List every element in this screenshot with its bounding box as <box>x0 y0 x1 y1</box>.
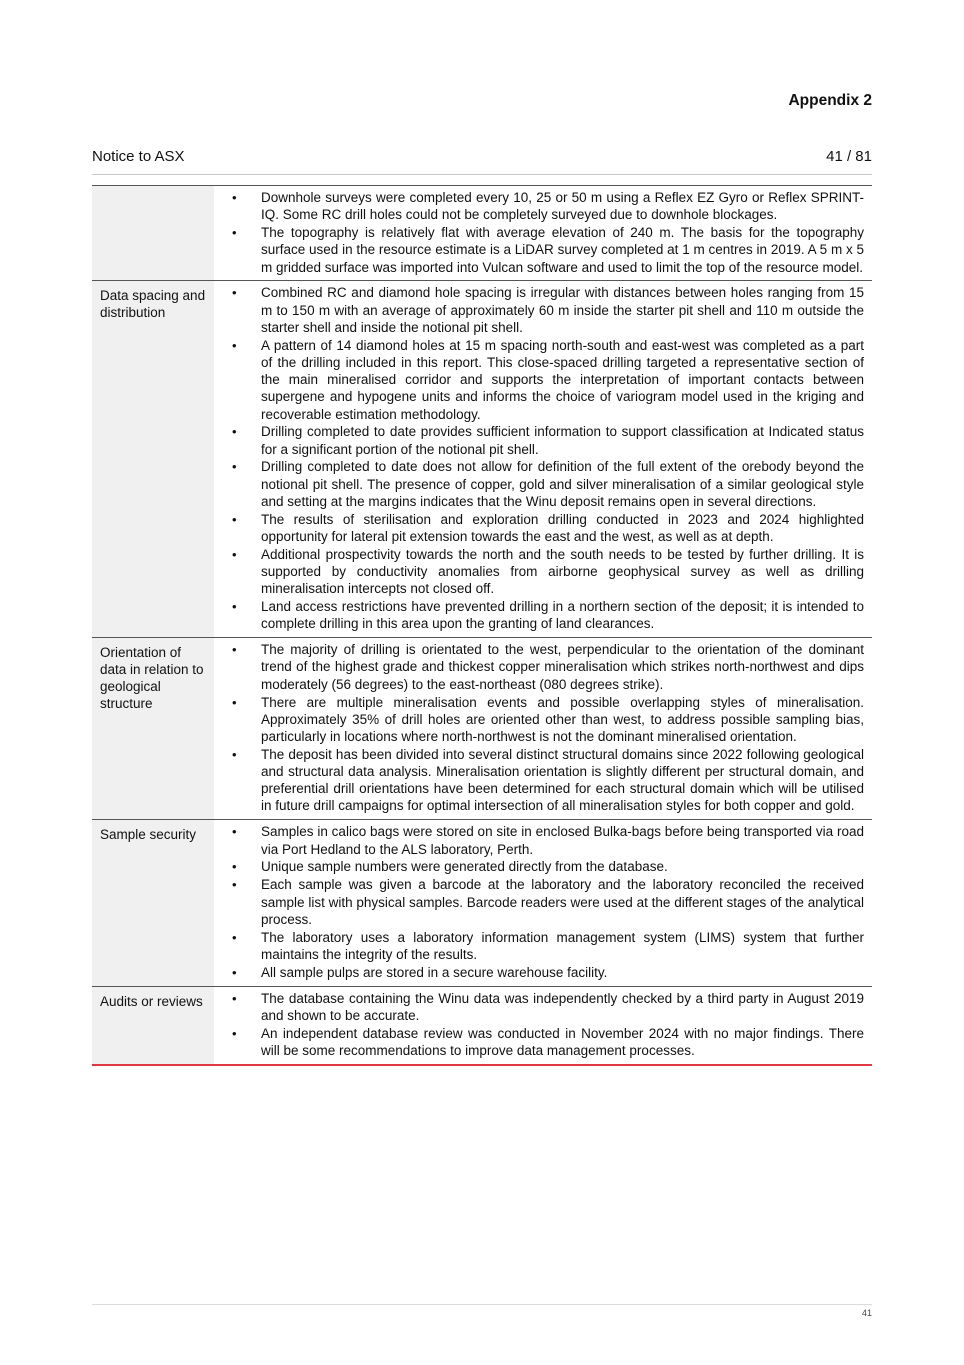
row-label <box>92 186 214 281</box>
header-title: Notice to ASX <box>92 148 185 165</box>
table-row <box>92 638 872 820</box>
footer-page-number: 41 <box>861 1308 872 1318</box>
page-header <box>92 148 872 165</box>
list-item: • Drilling completed to date does not allow for definition of the full extent of the orebody beyond the notional pit shell. The presence of copper, gold and silver mineralisation of a similar geological style and setting at the margins indicates that the Winu deposit remains open in several directions. <box>222 458 864 510</box>
list-item: • The topography is relatively flat with average elevation of 240 m. The basis for the topography surface used in the resource estimate is a LiDAR survey completed at 1 m centres in 2019. A 5 m x 5 m gridded surface was imported into Vulcan software and used to limit the top of the resource model. <box>222 224 864 276</box>
list-item: • Samples in calico bags were stored on site in enclosed Bulka-bags before being transported via road via Port Hedland to the ALS laboratory, Perth. <box>222 823 864 857</box>
row-commentary <box>214 638 872 820</box>
appendix-title: Appendix 2 <box>788 92 872 109</box>
table-row <box>92 986 872 1065</box>
list-item: • The majority of drilling is orientated to the west, perpendicular to the orientation of the dominant trend of the highest grade and thickest copper mineralisation which strikes north-northwest and dips moderately (56 degrees) to the east-northeast (080 degrees strike). <box>222 641 864 693</box>
table-row <box>92 281 872 638</box>
list-item: • Downhole surveys were completed every 10, 25 or 50 m using a Reflex EZ Gyro or Reflex SPRINT-IQ. Some RC drill holes could not be completely surveyed due to downhole blockages. <box>222 189 864 223</box>
list-item: • An independent database review was conducted in November 2024 with no major findings. There will be some recommendations to improve data management processes. <box>222 1025 864 1059</box>
list-item: • Each sample was given a barcode at the laboratory and the laboratory reconciled the received sample list with physical samples. Barcode readers were used at the different stages of the analytical process. <box>222 876 864 928</box>
list-item: • A pattern of 14 diamond holes at 15 m spacing north-south and east-west was completed as a part of the drilling included in this report. This close-spaced drilling targeted a representative section of the main mineralised corridor and supports the interpretation of important contacts between supergene and hypogene units and informs the choice of variogram model used in the kriging and recoverable estimation methodology. <box>222 337 864 423</box>
row-commentary <box>214 281 872 638</box>
row-label: Sample security <box>92 820 214 986</box>
row-label: Data spacing and distribution <box>92 281 214 638</box>
row-commentary <box>214 186 872 281</box>
list-item: • The database containing the Winu data was independently checked by a third party in August 2019 and shown to be accurate. <box>222 990 864 1024</box>
list-item: • Land access restrictions have prevented drilling in a northern section of the deposit; it is intended to complete drilling in this area upon the granting of land clearances. <box>222 598 864 632</box>
list-item: • All sample pulps are stored in a secure warehouse facility. <box>222 964 864 981</box>
list-item: • The deposit has been divided into several distinct structural domains since 2022 following geological and structural data analysis. Mineralisation orientation is slightly different per structural domain, and preferential drill orientations have been determined for each structural domain which will be utilised in future drill campaigns for optimal intersection of all mineralisation styles for both copper and gold. <box>222 746 864 815</box>
header-divider <box>92 174 872 175</box>
list-item: • Additional prospectivity towards the north and the south needs to be tested by further drilling. It is supported by conductivity anomalies from airborne geophysical survey as well as drilling mineralisation intercepts not closed off. <box>222 546 864 598</box>
list-item: • The results of sterilisation and exploration drilling conducted in 2023 and 2024 highlighted opportunity for lateral pit extension towards the east and the west, as well as at depth. <box>222 511 864 545</box>
list-item: • Unique sample numbers were generated directly from the database. <box>222 858 864 875</box>
list-item: • The laboratory uses a laboratory information management system (LIMS) system that further maintains the integrity of the results. <box>222 929 864 963</box>
table-row <box>92 820 872 986</box>
row-label: Audits or reviews <box>92 986 214 1065</box>
criteria-table <box>92 185 872 1066</box>
row-commentary <box>214 986 872 1065</box>
list-item: • Combined RC and diamond hole spacing is irregular with distances between holes ranging from 15 m to 150 m with an average of approximately 60 m inside the starter pit shell and 110 m outside the starter shell and inside the notional pit shell. <box>222 284 864 336</box>
row-label: Orientation of data in relation to geological structure <box>92 638 214 820</box>
list-item: • Drilling completed to date provides sufficient information to support classification at Indicated status for a significant portion of the notional pit shell. <box>222 423 864 457</box>
header-page-count: 41 / 81 <box>826 148 872 165</box>
list-item: • There are multiple mineralisation events and possible overlapping styles of mineralisation. Approximately 35% of drill holes are oriented other than west, to address possible sampling bias, particularly in locations where north-northwest is not the dominant mineralised orientation. <box>222 694 864 746</box>
footer-divider <box>92 1304 872 1305</box>
table-row <box>92 186 872 281</box>
row-commentary <box>214 820 872 986</box>
